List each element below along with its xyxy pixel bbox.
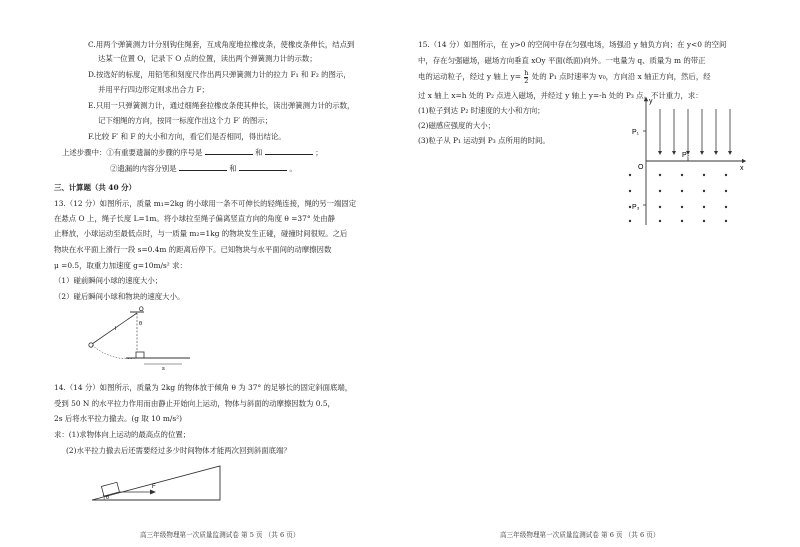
q15-field-figure (616, 97, 748, 227)
step-e-line1: E.只用一只弹簧测力计，通过细绳套拉橡皮条使其伸长，读出弹簧测力计的示数， (88, 101, 355, 110)
field-dot (659, 220, 661, 222)
section-title: 三、计算题（共 40 分） (54, 183, 136, 192)
q13-pendulum-figure (82, 306, 192, 372)
field-dot (681, 220, 683, 222)
answer-blank-2a[interactable] (179, 170, 227, 171)
label-p2: P₂ (682, 152, 690, 159)
q13-line2: 在悬点 O 上，绳子长度 L=1m。将小球拉至绳子偏离竖直方向的角度 θ =37° 处由静 (54, 214, 336, 223)
label-theta: θ (139, 321, 143, 327)
step-e-line2: 记下细绳的方向，按同一标度作出这个力 F′ 的图示； (98, 116, 273, 125)
label-x: x (740, 165, 744, 172)
q14-line1: 14.（14 分）如图所示，质量为 2kg 的物体放于倾角 θ 为 37° 的足够长的固定斜面底端， (54, 383, 353, 392)
label-f: F (152, 484, 156, 490)
field-dot (681, 206, 683, 208)
q15-line4: 过 x 轴上 x=h 处的 P₂ 点进入磁场，并经过 y 轴上 y=-h 处的 P₃ 点。不计重力，求： (418, 91, 703, 100)
q13-line5: μ =0.5，取重力加速度 g=10m/s² 求： (54, 261, 187, 270)
field-dot (703, 174, 705, 176)
field-dot (725, 174, 727, 176)
q15-line1: 15.（14 分）如图所示，在 y>0 的空间中存在匀强电场，场强沿 y 轴负方向；在 y<0 的空间 (418, 40, 727, 49)
q14-line2: 受到 50 N 的水平拉力作用而由静止开始向上运动，物体与斜面的动摩擦因数为 0.5， (54, 399, 335, 408)
answer-blank-1b[interactable] (265, 154, 313, 155)
label-p3: P₃ (632, 204, 640, 211)
step-d-line2: 并用平行四边形定则求出合力 F； (98, 85, 209, 94)
field-dot (725, 220, 727, 222)
q15-line3-start: 电的运动粒子，经过 y 轴上 y= (418, 72, 521, 81)
step-c-line2: 达某一位置 O，记录下 O 点的位置，读出两个弹簧测力计的示数； (98, 54, 317, 63)
q13-line1: 13.（12 分）如图所示，质量 m₁=2kg 的小球用一条不可伸长的轻绳连接，绳的另一端固定 (54, 199, 357, 208)
label-origin: O (638, 164, 644, 171)
incline-block-group (101, 482, 119, 496)
block-m2 (136, 352, 144, 358)
label-y: y (649, 98, 653, 105)
blank-question-1-and: 和 (255, 148, 263, 157)
field-dot (681, 174, 683, 176)
q13-part2: （2）碰后瞬间小球和物块的速度大小。 (54, 292, 185, 301)
blank-question-1-end: ； (315, 148, 323, 157)
field-dot (703, 220, 705, 222)
label-s: s (162, 366, 165, 372)
label-theta-incline: θ (106, 495, 110, 501)
field-dot (725, 190, 727, 192)
blank-question-2 (110, 164, 297, 174)
q15-line3 (418, 70, 711, 84)
field-dot (659, 174, 661, 176)
magnetic-field-dots (629, 174, 727, 222)
swing-arc (92, 345, 137, 359)
field-dot (659, 190, 661, 192)
pendulum-ball (89, 343, 93, 347)
q14-incline-figure (90, 462, 230, 504)
q14-part2: (2)水平拉力撤去后还需要经过多少时间物体才能两次回到斜面底端？ (66, 446, 291, 455)
step-f: F.比较 F′ 和 F 的大小和方向，看它们是否相同，得出结论。 (88, 132, 286, 141)
answer-blank-2b[interactable] (239, 170, 287, 171)
step-c-line1: C.用两个弹簧测力计分别钩住绳套，互成角度地拉橡皮条，使橡皮条伸长，结点到 (88, 40, 355, 49)
blank-question-2-end: 。 (289, 164, 297, 173)
q15-part3: (3)粒子从 P₁ 运动到 P₃ 点所用的时间。 (418, 136, 550, 145)
step-d-line1: D.按选好的标度，用铅笔和刻度尺作出两只弹簧测力计的拉力 F₁ 和 F₂ 的图示， (88, 70, 351, 79)
answer-blank-1a[interactable] (205, 154, 253, 155)
field-dot (725, 206, 727, 208)
q15-line2: 中，存在匀强磁场，磁场方向垂直 xOy 平面(纸面)向外。一电量为 q、质量为 m 的带正 (418, 56, 706, 65)
q13-part1: （1）碰前瞬间小球的速度大小； (54, 276, 163, 285)
electric-field-lines (660, 109, 730, 153)
fraction-numerator: h (524, 69, 529, 77)
blank-question-2-and: 和 (229, 164, 237, 173)
fraction-h-over-2 (524, 70, 528, 84)
footer-page-5: 高三年级物理第一次质量监测试卷 第 5 页 （共 6 页） (140, 531, 300, 539)
footer-page-6: 高三年级物理第一次质量监测试卷 第 6 页 （共 6 页） (500, 531, 660, 539)
blank-question-1 (62, 148, 323, 158)
label-o: O (139, 307, 144, 313)
incline-triangle (92, 466, 220, 500)
q15-part2: (2)磁感应强度的大小； (418, 121, 495, 130)
field-dot (629, 206, 631, 208)
q15-line3-end: 处的 P₁ 点时速率为 v₀，方向沿 x 轴正方向，然后，经 (531, 72, 711, 81)
field-dot (703, 190, 705, 192)
force-arrowhead (150, 490, 156, 495)
field-dot (659, 206, 661, 208)
q14-line3: 2s 后将水平拉力撤去。(g 取 10 m/s²) (54, 414, 182, 423)
field-dot (629, 220, 631, 222)
blank-question-2-text: ②遗漏的内容分别是 (110, 164, 177, 173)
q13-line4: 物块在水平面上滑行一段 s=0.4m 的距离后停下。已知物块与水平面间的动摩擦因数 (54, 245, 332, 254)
incline-block (101, 482, 119, 496)
q15-part1: (1)粒子到达 P₂ 时速度的大小和方向； (418, 106, 545, 115)
field-dot (629, 190, 631, 192)
fraction-denominator: 2 (524, 76, 529, 85)
field-dot (681, 190, 683, 192)
q13-line3: 止释放，小球运动至最低点时，与一质量 m₂=1kg 的物块发生正碰，碰撞时间很短。之后 (54, 229, 348, 238)
field-dot (703, 206, 705, 208)
q14-part1: 求：(1)求物体向上运动的最高点的位置； (54, 430, 191, 439)
label-l: l (115, 326, 117, 332)
label-p1: P₁ (632, 129, 640, 136)
blank-question-1-text: 上述步骤中：①有重要遗漏的步骤的序号是 (62, 148, 203, 157)
field-dot (629, 174, 631, 176)
